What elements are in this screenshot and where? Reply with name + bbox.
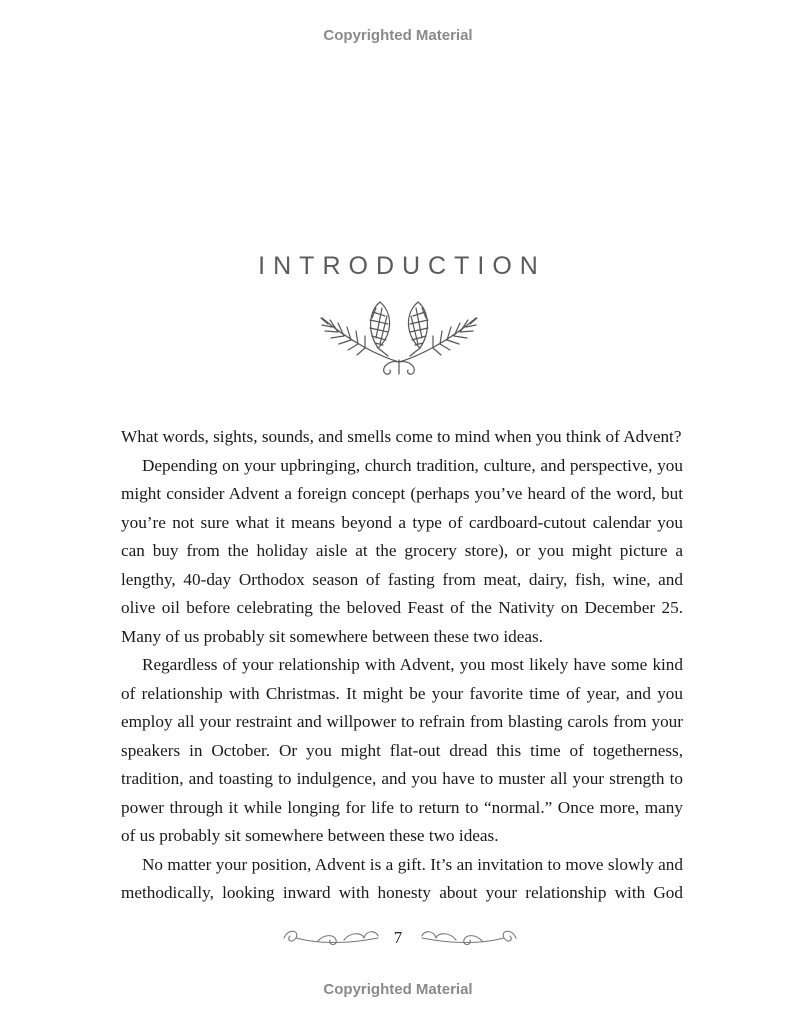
body-text (121, 423, 683, 908)
paragraph: No matter your position, Advent is a gift. It’s an invitation to move slowly and methodically, looking inward with honesty about your relationship with God (121, 854, 683, 902)
scroll-flourish-icon (410, 924, 522, 952)
paragraph: What words, sights, sounds, and smells come to mind when you think of Advent? (121, 427, 682, 446)
copyright-watermark-bottom: Copyrighted Material (323, 981, 473, 998)
page-number: 7 (393, 928, 403, 947)
copyright-watermark-top: Copyrighted Material (323, 27, 473, 44)
paragraph: Depending on your upbringing, church tradition, culture, and perspective, you might consider Advent a foreign concept (perhaps you’ve heard of the word, but you’re not sure what it means beyond a type of cardboard-cutout calendar you can buy from the holiday aisle at the grocery store), or you might picture a lengthy, 40-day Orthodox season of fasting from meat, dairy, fish, wine, and olive oil before celebrating the beloved Feast of the Nativity on December 25. Many of us probably sit somewhere between these two ideas. (121, 455, 683, 646)
pinecone-branch-icon (318, 296, 480, 376)
scroll-flourish-icon (278, 924, 390, 952)
chapter-title: INTRODUCTION (258, 252, 546, 280)
paragraph: Regardless of your relationship with Advent, you most likely have some kind of relationship with Christmas. It might be your favorite time of year, and you employ all your restraint and willpower to refrain from blasting carols from your speakers in October. Or you might flat-out dread this time of togetherness, tradition, and toasting to indulgence, and you have to muster all your strength to power through it while longing for life to return to “normal.” Once more, many of us probably sit somewhere between these two ideas. (121, 655, 683, 845)
